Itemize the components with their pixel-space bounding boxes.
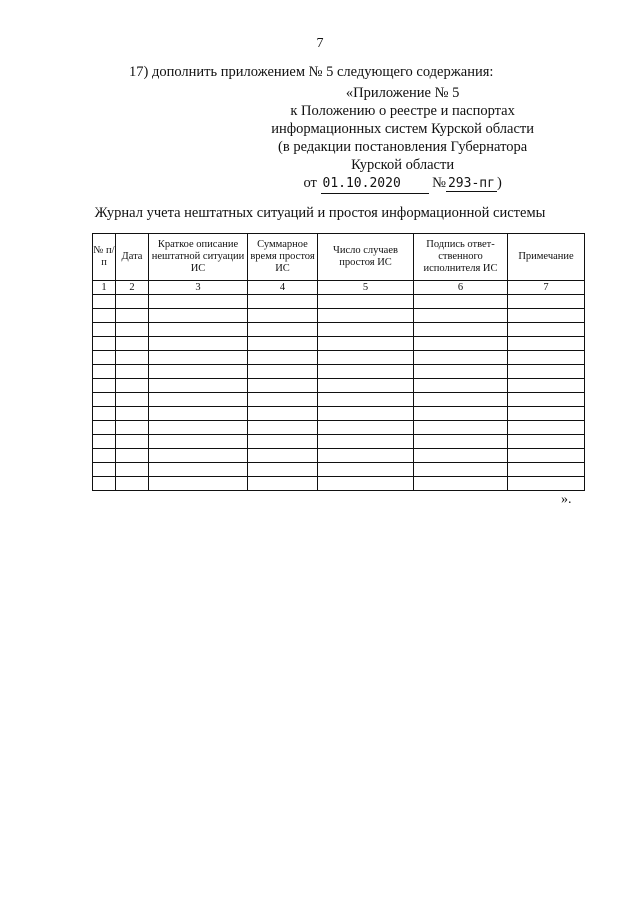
table-cell: [508, 435, 585, 449]
appendix-date-line: [271, 174, 534, 194]
table-row: [93, 449, 585, 463]
table-cell: [414, 435, 508, 449]
table-cell: [116, 351, 149, 365]
table-cell: [116, 435, 149, 449]
table-row: [93, 379, 585, 393]
header-cell: Подпись ответ-ственного исполнителя ИС: [414, 234, 508, 281]
table-cell: [508, 295, 585, 309]
table-cell: [248, 449, 318, 463]
table-cell: [93, 379, 116, 393]
table-row: [93, 323, 585, 337]
table-cell: [318, 379, 414, 393]
table-cell: [508, 351, 585, 365]
table-row: [93, 351, 585, 365]
table-cell: [508, 323, 585, 337]
appendix-header: [271, 84, 534, 194]
header-cell: Примечание: [508, 234, 585, 281]
table-cell: [93, 421, 116, 435]
column-number: 2: [116, 281, 149, 295]
table-cell: [93, 365, 116, 379]
table-cell: [318, 323, 414, 337]
table-cell: [318, 421, 414, 435]
table-cell: [318, 477, 414, 491]
table-cell: [508, 379, 585, 393]
appendix-line-4: (в редакции постановления Губернатора: [278, 139, 528, 155]
table-cell: [414, 393, 508, 407]
table-cell: [318, 435, 414, 449]
table-cell: [318, 463, 414, 477]
table-row: [93, 365, 585, 379]
table-cell: [149, 449, 248, 463]
table-cell: [248, 435, 318, 449]
table-cell: [116, 477, 149, 491]
header-cell: Дата: [116, 234, 149, 281]
table-cell: [248, 295, 318, 309]
table-cell: [149, 365, 248, 379]
table-cell: [149, 477, 248, 491]
table-row: [93, 337, 585, 351]
table-cell: [116, 337, 149, 351]
table-cell: [149, 393, 248, 407]
table-cell: [149, 379, 248, 393]
table-cell: [149, 309, 248, 323]
column-number: 6: [414, 281, 508, 295]
column-number: 5: [318, 281, 414, 295]
intro-text: 17) дополнить приложением № 5 следующего содержания:: [129, 64, 494, 80]
table-cell: [248, 393, 318, 407]
table-cell: [508, 337, 585, 351]
table-cell: [414, 337, 508, 351]
table-cell: [318, 351, 414, 365]
table-cell: [93, 435, 116, 449]
table-row: [93, 295, 585, 309]
table-cell: [93, 463, 116, 477]
table-cell: [149, 421, 248, 435]
table-cell: [318, 295, 414, 309]
table-cell: [93, 323, 116, 337]
column-number: 3: [149, 281, 248, 295]
table-cell: [508, 449, 585, 463]
table-cell: [248, 463, 318, 477]
date-value: 01.10.2020: [321, 175, 429, 194]
table-cell: [149, 337, 248, 351]
table-cell: [116, 393, 149, 407]
table-cell: [248, 407, 318, 421]
table-cell: [508, 393, 585, 407]
table-cell: [414, 351, 508, 365]
table-cell: [93, 337, 116, 351]
appendix-line-3: информационных систем Курской области: [271, 121, 534, 137]
column-number-row: [93, 281, 585, 295]
table-cell: [248, 337, 318, 351]
header-cell: Краткое описание нештатной ситуации ИС: [149, 234, 248, 281]
table-cell: [508, 407, 585, 421]
table-cell: [116, 379, 149, 393]
table-cell: [116, 365, 149, 379]
page-number: 7: [316, 36, 324, 51]
appendix-line-2: к Положению о реестре и паспортах: [290, 103, 515, 119]
table-cell: [414, 449, 508, 463]
table-cell: [116, 449, 149, 463]
table-cell: [508, 309, 585, 323]
table-cell: [93, 295, 116, 309]
table-cell: [318, 449, 414, 463]
table-cell: [93, 309, 116, 323]
table-cell: [116, 407, 149, 421]
table-cell: [149, 435, 248, 449]
appendix-title: «Приложение № 5: [345, 85, 460, 101]
close-paren: ): [496, 175, 502, 191]
table-cell: [248, 323, 318, 337]
table-cell: [149, 351, 248, 365]
header-cell: Число случаев простоя ИС: [318, 234, 414, 281]
table-row: [93, 421, 585, 435]
column-number: 7: [508, 281, 585, 295]
table-cell: [414, 379, 508, 393]
table-cell: [149, 407, 248, 421]
table-cell: [414, 295, 508, 309]
table-cell: [149, 295, 248, 309]
appendix-line-5: Курской области: [351, 157, 455, 173]
table-cell: [318, 407, 414, 421]
table-cell: [414, 463, 508, 477]
header-row: [93, 234, 585, 281]
table-row: [93, 463, 585, 477]
table-row: [93, 435, 585, 449]
table-cell: [93, 351, 116, 365]
table-cell: [508, 477, 585, 491]
table-title: Журнал учета нештатных ситуаций и простоя информационной системы: [94, 205, 546, 221]
table-cell: [149, 463, 248, 477]
table-cell: [116, 463, 149, 477]
table-cell: [248, 309, 318, 323]
table-cell: [93, 393, 116, 407]
table-cell: [149, 323, 248, 337]
closing-quote: ».: [561, 492, 572, 507]
table-cell: [248, 351, 318, 365]
header-cell: № п/п: [93, 234, 116, 281]
table-cell: [414, 323, 508, 337]
table-cell: [318, 365, 414, 379]
table-cell: [116, 323, 149, 337]
table-cell: [508, 463, 585, 477]
table-cell: [116, 421, 149, 435]
table-cell: [318, 309, 414, 323]
table-cell: [116, 309, 149, 323]
from-label: от: [303, 175, 317, 191]
table-cell: [414, 309, 508, 323]
table-row: [93, 393, 585, 407]
journal-table: [92, 233, 585, 491]
table-cell: [508, 365, 585, 379]
header-cell: Суммарное время простоя ИС: [248, 234, 318, 281]
table-cell: [414, 407, 508, 421]
table-cell: [93, 407, 116, 421]
table-cell: [414, 477, 508, 491]
table-cell: [414, 365, 508, 379]
table-cell: [93, 449, 116, 463]
table-cell: [248, 477, 318, 491]
column-number: 1: [93, 281, 116, 295]
table-row: [93, 477, 585, 491]
table-cell: [248, 379, 318, 393]
table-row: [93, 407, 585, 421]
table-cell: [508, 421, 585, 435]
number-label: №: [432, 175, 446, 191]
table-cell: [318, 393, 414, 407]
table-cell: [93, 477, 116, 491]
column-number: 4: [248, 281, 318, 295]
number-value: 293-пг: [447, 176, 495, 191]
table-cell: [414, 421, 508, 435]
table-cell: [248, 421, 318, 435]
table-cell: [318, 337, 414, 351]
table-cell: [116, 295, 149, 309]
table-body: [93, 295, 585, 491]
table-row: [93, 309, 585, 323]
table-cell: [248, 365, 318, 379]
